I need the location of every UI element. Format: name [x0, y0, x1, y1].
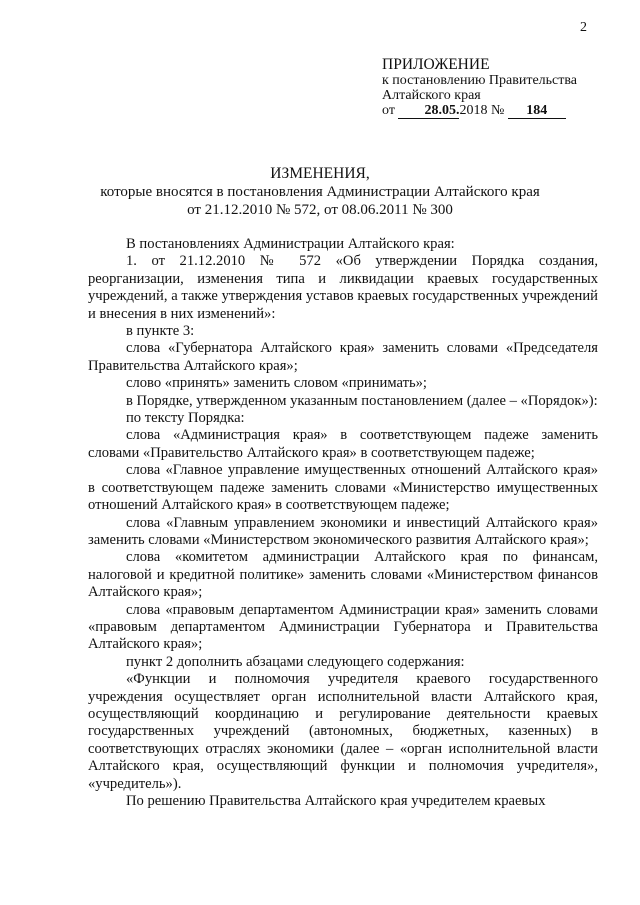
appendix-date-value: 28.05. — [424, 103, 460, 118]
appendix-date-line — [382, 103, 577, 121]
paragraph: в Порядке, утвержденном указанным постановлением (далее – «Порядок»): — [126, 392, 598, 409]
heading-subtitle-1: которые вносятся в постановления Администрации Алтайского края — [100, 184, 540, 200]
paragraph: По решению Правительства Алтайского края учредителем краевых — [126, 793, 546, 809]
appendix-number-value: 184 — [508, 103, 566, 119]
paragraph: слова «Главным управлением экономики и инвестиций Алтайского края» заменить словами «Министерством экономического развития Алтайского края»; — [88, 514, 598, 548]
paragraph: слово «принять» заменить словом «принимать»; — [126, 375, 427, 392]
appendix-number-sign: № — [490, 103, 505, 118]
paragraph: «Функции и полномочия учредителя краевого государственного учреждения осуществляет орган исполнительной власти Алтайского края, осуществляющий координацию и регулирование деятельности краевых государственных учреждений (автономных, бюджетных, казенных) в соответствующих отраслях экономики (далее – «орган исполнительной власти Алтайского края, осуществляющий функции и полномочия учредителя», «учредитель»). — [88, 671, 598, 792]
heading-subtitle-2: от 21.12.2010 № 572, от 08.06.2011 № 300 — [187, 202, 453, 218]
paragraph: слова «Администрация края» в соответствующем падеже заменить словами «Правительство Алтайского края» в соответствующем падеже; — [88, 427, 598, 461]
paragraph: пункт 2 дополнить абзацами следующего содержания: — [126, 653, 465, 670]
appendix-block — [382, 56, 577, 121]
date-underline — [398, 103, 459, 119]
paragraph: В постановлениях Администрации Алтайского края: — [126, 236, 455, 252]
appendix-date-prefix: от — [382, 103, 395, 118]
paragraph: слова «Главное управление имущественных отношений Алтайского края» в соответствующем падеже заменить словами «Министерство имущественных отношений Алтайского края» в соответствующем падеже; — [88, 462, 598, 514]
appendix-date-year: 2018 — [459, 103, 488, 118]
paragraph: слова «комитетом администрации Алтайского края по финансам, налоговой и кредитной политике» заменить словами «Министерством финансов Алтайского края»; — [88, 549, 598, 601]
paragraph: 1. от 21.12.2010 № 572 «Об утверждении Порядка создания, реорганизации, изменения типа и ликвидации краевых государственных учреждений, а также утверждения уставов краевых государственных учреждений и внесения в них изменений»: — [88, 253, 598, 322]
appendix-line-2: Алтайского края — [382, 88, 481, 103]
paragraph: в пункте 3: — [126, 323, 195, 340]
appendix-line-1: к постановлению Правительства — [382, 73, 578, 88]
page-number: 2 — [580, 20, 587, 35]
document-body — [88, 236, 598, 810]
paragraph: слова «Губернатора Алтайского края» заменить словами «Председателя Правительства Алтайского края»; — [88, 340, 598, 374]
paragraph: слова «правовым департаментом Администрации края» заменить словами «правовым департаментом Администрации Губернатора и Правительства Алтайского края»; — [88, 601, 598, 653]
heading-title: ИЗМЕНЕНИЯ, — [270, 165, 370, 182]
paragraph: по тексту Порядка: — [126, 410, 245, 427]
document-heading — [0, 165, 640, 219]
appendix-title: ПРИЛОЖЕНИЕ — [382, 56, 490, 73]
